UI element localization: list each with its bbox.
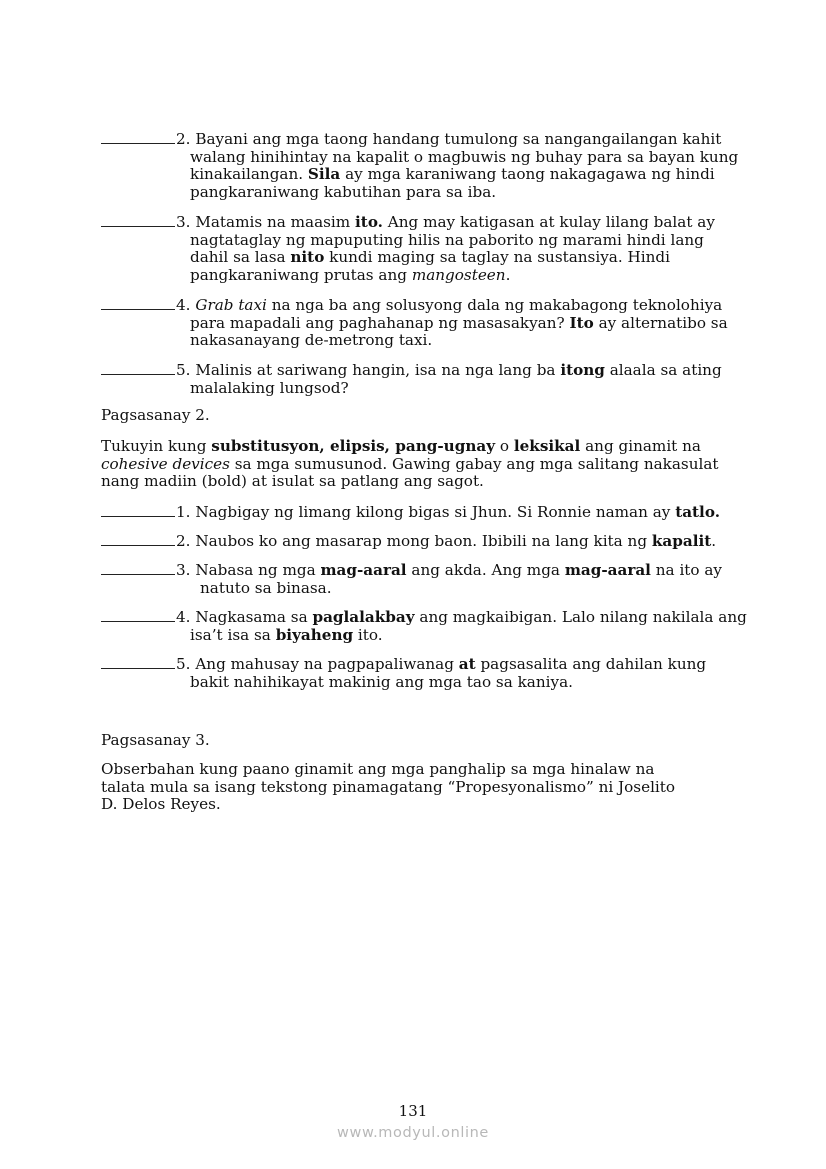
text-segment: . — [505, 265, 511, 284]
exercise2-item-4 — [101, 608, 747, 644]
bold-keyword: paglalakbay — [312, 608, 415, 626]
answer-blank[interactable] — [101, 655, 175, 669]
answer-blank[interactable] — [101, 213, 175, 227]
bold-keyword: kapalit — [651, 532, 712, 550]
bold-keyword: biyaheng — [275, 625, 354, 644]
answer-blank[interactable] — [101, 503, 175, 517]
bold-keyword: leksikal — [513, 437, 581, 455]
text-segment: ang ginamit na — [580, 437, 701, 455]
bold-keyword: mag-aaral — [564, 561, 651, 579]
bold-keyword: substitusyon, elipsis, pang-ugnay — [211, 437, 496, 455]
text-segment: ay mga karaniwang taong nakagagawa ng hindi — [340, 165, 715, 183]
text-segment: ang magkaibigan. Lalo nilang nakilala ang — [414, 608, 747, 626]
answer-blank[interactable] — [101, 532, 175, 546]
answer-blank[interactable] — [101, 296, 175, 310]
watermark: www.modyul.online — [337, 1125, 489, 1141]
text-segment: 5. Ang mahusay na pagpapaliwanag — [176, 655, 459, 673]
text-segment: na nga ba ang solusyong dala ng makabagong teknolohiya — [266, 296, 723, 314]
text-segment: o — [495, 437, 514, 455]
text-segment: ang akda. Ang mga — [406, 561, 565, 579]
text-segment: 2. Naubos ko ang masarap mong baon. Ibibili na lang kita ng — [176, 532, 652, 550]
italic-term: cohesive devices — [101, 454, 230, 473]
text-segment: 1. Nagbigay ng limang kilong bigas si Jhun. Si Ronnie naman ay — [176, 503, 676, 521]
exercise3-heading: Pagsasanay 3. — [101, 731, 210, 749]
text-segment: dahil sa lasa — [190, 248, 291, 266]
text-segment: kinakailangan. — [190, 165, 308, 183]
exercise2-item-3 — [101, 561, 741, 597]
text-segment: talata mula sa isang tekstong pinamagatang “Propesyonalismo” ni Joselito — [101, 777, 676, 796]
text-segment: pangkaraniwang prutas ang — [190, 265, 412, 284]
text-segment: 2. Bayani ang mga taong handang tumulong sa nangangailangan kahit — [176, 130, 722, 148]
exercise1-item-2 — [101, 130, 741, 201]
answer-blank[interactable] — [101, 130, 175, 144]
exercise1-item-5 — [101, 361, 741, 397]
bold-keyword: Ito — [569, 313, 594, 332]
text-segment: ay alternatibo sa — [593, 313, 728, 332]
text-segment: nagtataglay ng mapuputing hilis na paborito ng marami hindi lang — [190, 230, 704, 249]
text-segment: walang hinihintay na kapalit o magbuwis ng buhay para sa bayan kung — [190, 147, 739, 166]
exercise1-item-4 — [101, 296, 741, 350]
text-segment: Ang may katigasan at kulay lilang balat ay — [382, 213, 715, 231]
bold-keyword: itong — [560, 361, 605, 379]
bold-keyword: at — [458, 655, 476, 673]
text-segment: nakasanayang de-metrong taxi. — [190, 331, 433, 349]
text-segment: 3. Matamis na maasim — [176, 213, 356, 231]
answer-blank[interactable] — [101, 561, 175, 575]
text-segment: para mapadali ang paghahanap ng masasakyan? — [190, 313, 570, 332]
italic-term: Grab taxi — [195, 296, 267, 314]
exercise3-instructions — [101, 761, 741, 814]
text-segment: ito. — [353, 625, 383, 644]
exercise2-item-1 — [101, 503, 741, 522]
text-segment: . — [711, 532, 717, 550]
exercise2-item-2 — [101, 532, 741, 551]
page-number: 131 — [398, 1102, 428, 1120]
text-segment: 4. Nagkasama sa — [176, 608, 313, 626]
text-segment: alaala sa ating — [604, 361, 722, 379]
text-segment: na ito ay — [650, 561, 723, 579]
exercise2-heading: Pagsasanay 2. — [101, 406, 210, 424]
answer-blank[interactable] — [101, 608, 175, 622]
exercise1-item-3 — [101, 213, 741, 284]
exercise2-item-5 — [101, 655, 741, 691]
bold-keyword: mag-aaral — [320, 561, 407, 579]
bold-keyword: nito — [290, 248, 325, 266]
text-segment: nang madiin (bold) at isulat sa patlang ang sagot. — [101, 472, 484, 490]
text-segment: bakit nahihikayat makinig ang mga tao sa kaniya. — [190, 672, 573, 691]
text-segment: natuto sa binasa. — [200, 578, 332, 597]
text-segment: sa mga sumusunod. Gawing gabay ang mga salitang nakasulat — [229, 454, 719, 473]
text-segment: malalaking lungsod? — [190, 378, 349, 397]
bold-keyword: tatlo. — [675, 503, 720, 521]
text-segment: pangkaraniwang kabutihan para sa iba. — [190, 182, 497, 201]
exercise2-instructions — [101, 438, 741, 491]
text-segment: 3. Nabasa ng mga — [176, 561, 321, 579]
answer-blank[interactable] — [101, 361, 175, 375]
text-segment: D. Delos Reyes. — [101, 795, 221, 813]
text-segment: 5. Malinis at sariwang hangin, isa na nga lang ba — [176, 361, 561, 379]
italic-term: mangosteen — [411, 265, 506, 284]
bold-keyword: Sila — [307, 165, 341, 183]
text-segment: Tukuyin kung — [101, 437, 212, 455]
text-segment: pagsasalita ang dahilan kung — [475, 655, 707, 673]
text-segment: isa’t isa sa — [190, 625, 276, 644]
text-segment: 4. — [176, 296, 196, 314]
text-segment: kundi maging sa taglay na sustansiya. Hindi — [324, 248, 670, 266]
bold-keyword: ito. — [355, 213, 383, 231]
text-segment: Obserbahan kung paano ginamit ang mga panghalip sa mga hinalaw na — [101, 760, 655, 778]
